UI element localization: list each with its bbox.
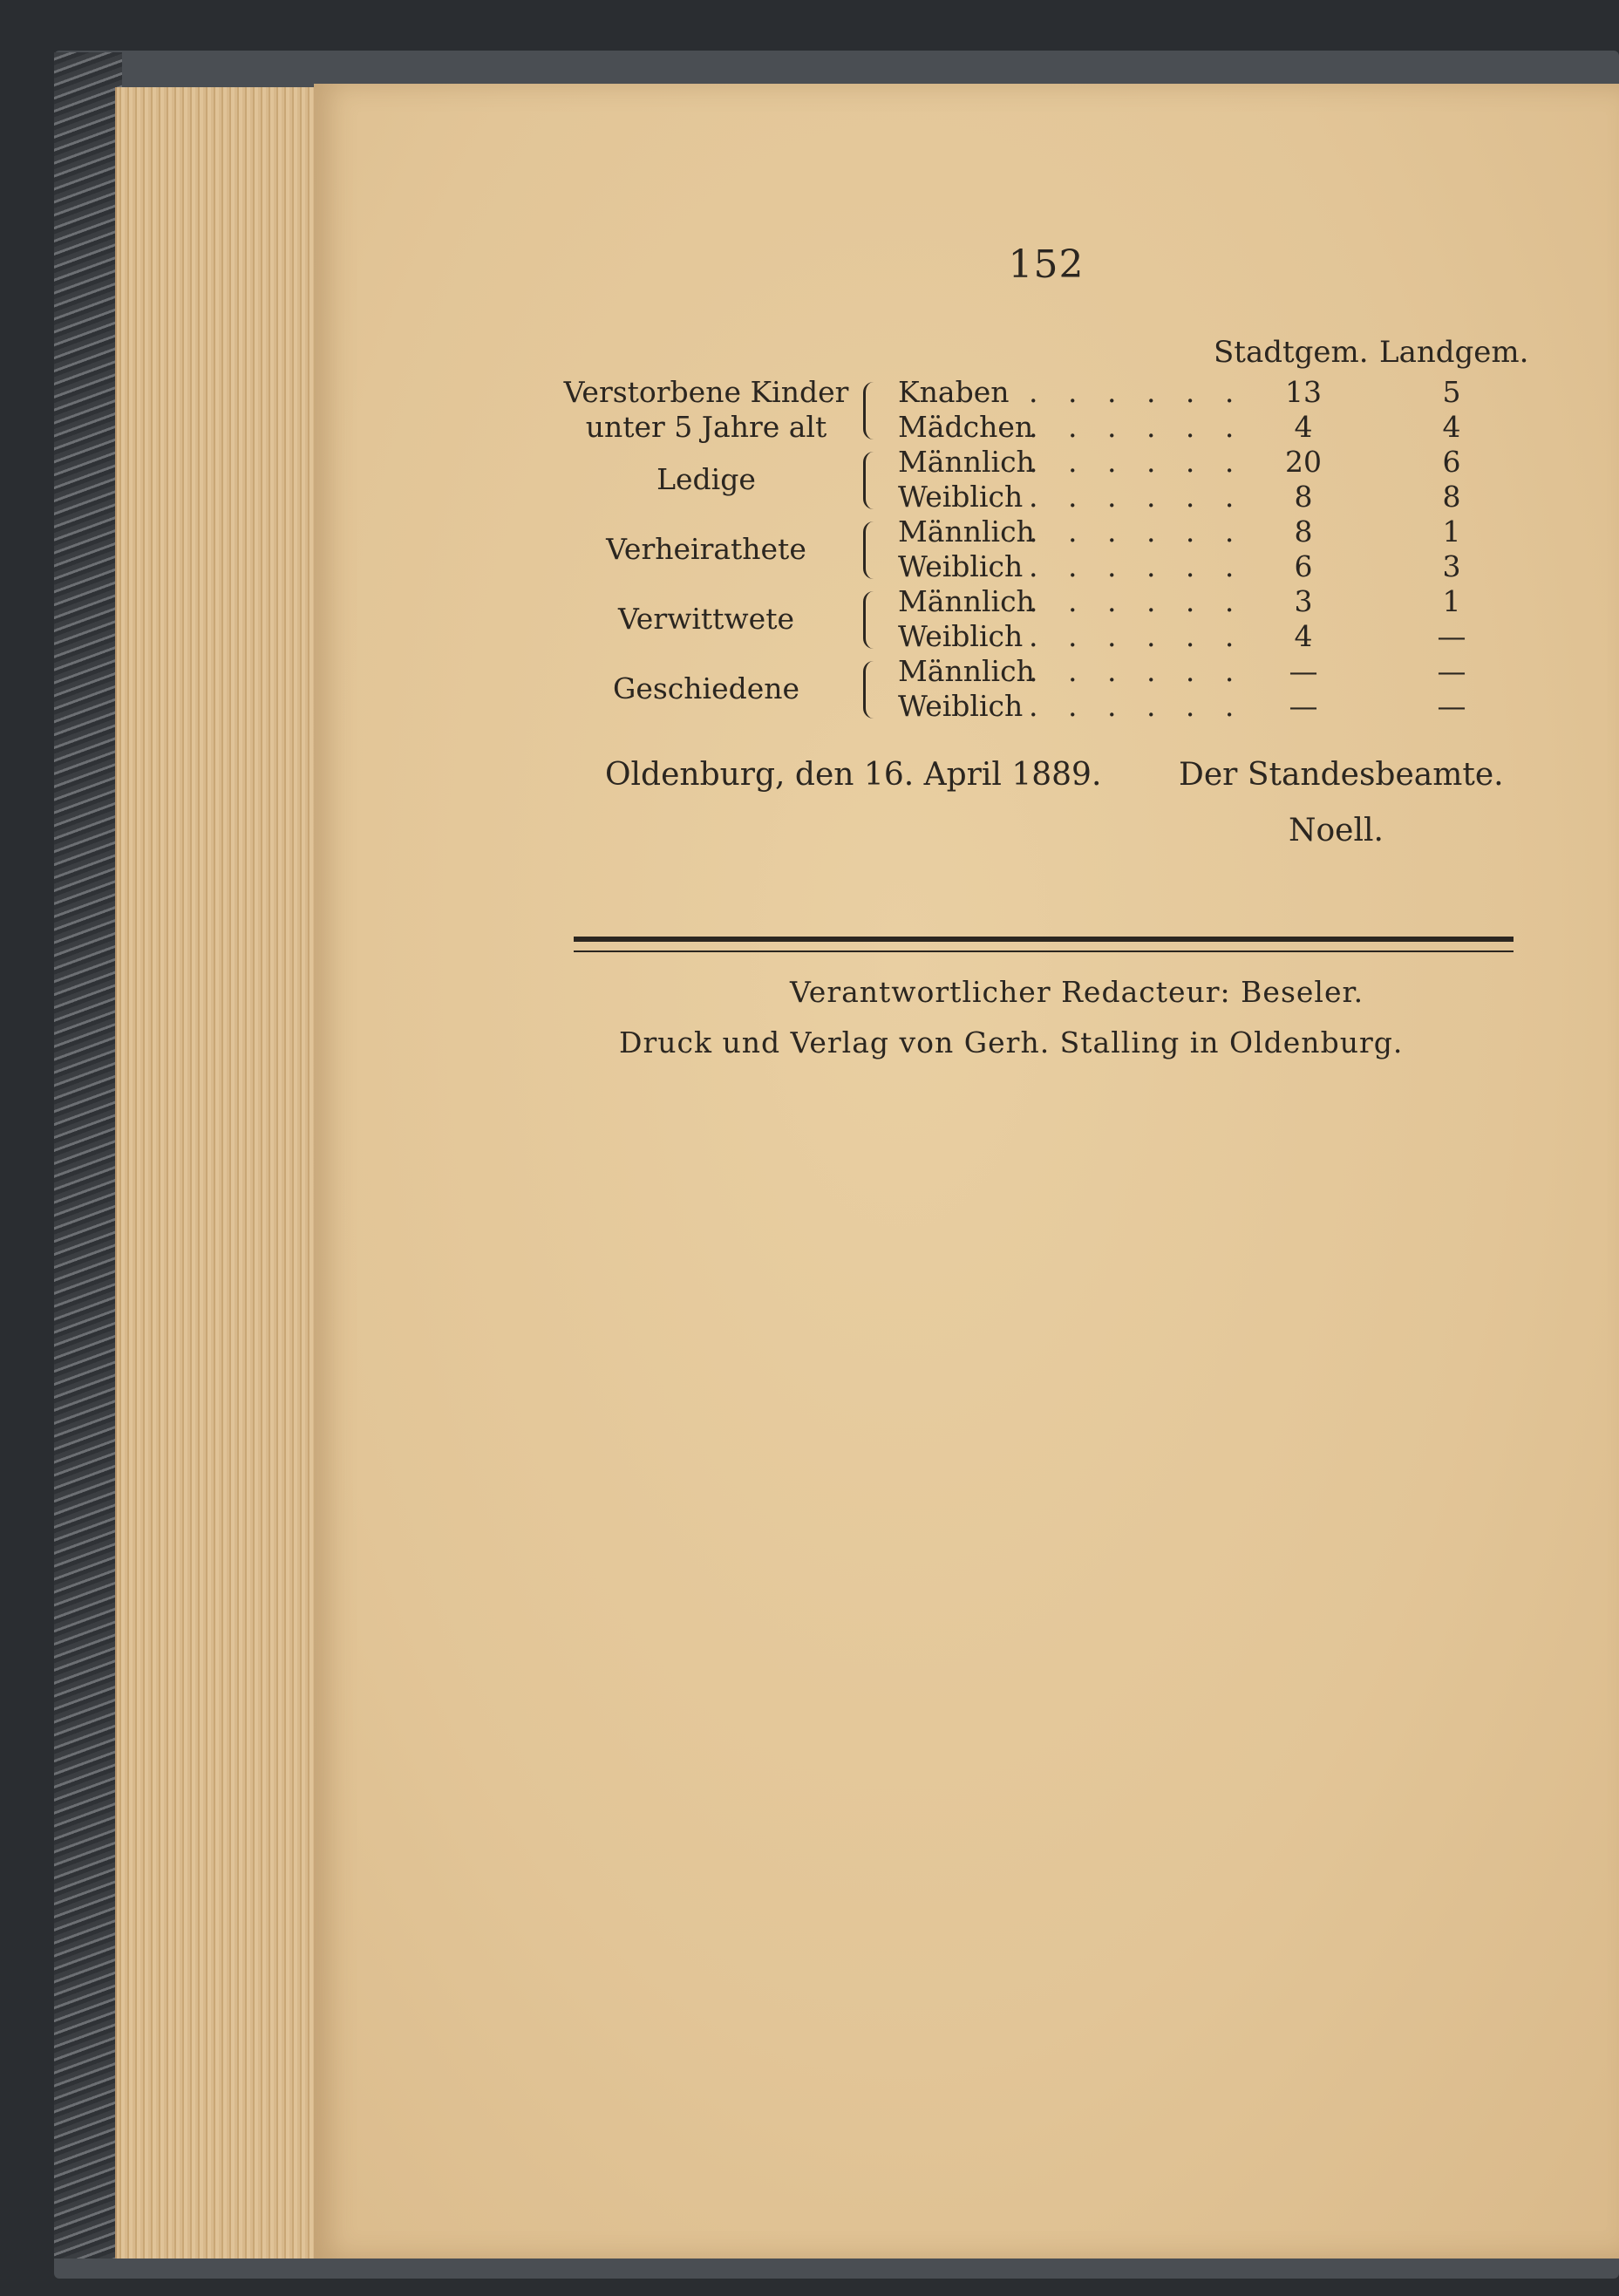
group-label-line: Ledige <box>656 462 756 496</box>
row-category: Männlich <box>898 445 1035 479</box>
page-number: 152 <box>1008 242 1085 287</box>
value-landgem: 1 <box>1442 514 1461 548</box>
table-row <box>0 445 1619 480</box>
value-landgem: — <box>1437 654 1466 688</box>
group-label-line: Verheirathete <box>606 532 806 566</box>
separator-rule-thick <box>574 937 1514 942</box>
table-row <box>0 654 1619 689</box>
table-row <box>0 549 1619 584</box>
row-category: Männlich <box>898 584 1035 618</box>
leader-dots: . . . . . . <box>1029 410 1245 444</box>
row-category: Weiblich <box>898 689 1024 723</box>
value-landgem: 8 <box>1442 480 1461 514</box>
group-label-line: unter 5 Jahre alt <box>585 410 827 444</box>
leader-dots: . . . . . . <box>1029 480 1245 514</box>
value-stadtgem: 8 <box>1294 514 1313 548</box>
value-stadtgem: — <box>1289 654 1318 688</box>
value-landgem: 4 <box>1442 410 1461 444</box>
row-category: Knaben <box>898 375 1010 409</box>
value-stadtgem: 3 <box>1294 584 1313 618</box>
leader-dots: . . . . . . <box>1029 445 1245 479</box>
table-row <box>0 410 1619 445</box>
leader-dots: . . . . . . <box>1029 654 1245 688</box>
value-landgem: — <box>1437 619 1466 653</box>
leader-dots: . . . . . . <box>1029 619 1245 653</box>
table-row <box>0 375 1619 410</box>
separator-rule-thin <box>574 950 1514 952</box>
office-title: Der Standesbeamte. <box>1179 757 1504 793</box>
value-stadtgem: 6 <box>1294 549 1313 583</box>
table-row <box>0 480 1619 514</box>
table-row <box>0 584 1619 619</box>
row-category: Männlich <box>898 514 1035 548</box>
group-label-line: Verstorbene Kinder <box>563 375 849 409</box>
column-header-stadtgem: Stadtgem. <box>1214 335 1369 370</box>
value-stadtgem: 4 <box>1294 410 1313 444</box>
row-category: Weiblich <box>898 480 1024 514</box>
place-date: Oldenburg, den 16. April 1889. <box>605 757 1102 793</box>
printer-line: Druck und Verlag von Gerh. Stalling in Oldenburg. <box>619 1025 1404 1059</box>
leader-dots: . . . . . . <box>1029 584 1245 618</box>
table-row <box>0 619 1619 654</box>
value-stadtgem: 20 <box>1285 445 1322 479</box>
leader-dots: . . . . . . <box>1029 375 1245 409</box>
editor-line: Verantwortlicher Redacteur: Beseler. <box>790 975 1364 1009</box>
group-label-line: Verwittwete <box>618 602 794 636</box>
group-label-line: Geschiedene <box>612 671 800 705</box>
table-row <box>0 689 1619 724</box>
value-stadtgem: 8 <box>1294 480 1313 514</box>
leader-dots: . . . . . . <box>1029 514 1245 548</box>
value-landgem: 5 <box>1442 375 1461 409</box>
value-landgem: 1 <box>1442 584 1461 618</box>
leader-dots: . . . . . . <box>1029 549 1245 583</box>
row-category: Weiblich <box>898 549 1024 583</box>
value-landgem: 3 <box>1442 549 1461 583</box>
row-category: Weiblich <box>898 619 1024 653</box>
row-category: Männlich <box>898 654 1035 688</box>
leader-dots: . . . . . . <box>1029 689 1245 723</box>
value-landgem: — <box>1437 689 1466 723</box>
value-stadtgem: — <box>1289 689 1318 723</box>
value-stadtgem: 4 <box>1294 619 1313 653</box>
value-landgem: 6 <box>1442 445 1461 479</box>
signature: Noell. <box>1289 813 1384 848</box>
value-stadtgem: 13 <box>1285 375 1322 409</box>
column-header-landgem: Landgem. <box>1379 335 1529 370</box>
row-category: Mädchen <box>898 410 1034 444</box>
table-row <box>0 514 1619 549</box>
